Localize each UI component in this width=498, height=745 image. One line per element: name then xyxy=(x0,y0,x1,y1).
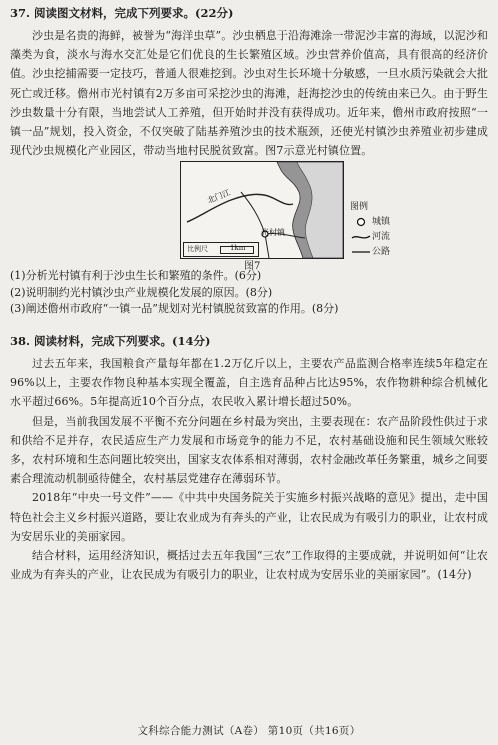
town-label: 光村镇 xyxy=(261,228,285,238)
question-38-material-2: 但是，当前我国发展不平衡不充分问题在乡村最为突出，主要表现在：农产品阶段性供过于求和供给不足并存，农民适应生产力发展和市场竞争的能力不足，农村基础设施和民生领域欠账较多，农村环境和生态问题比较突出，国家支农体系相对薄弱，农村金融改革任务繁重，城乡之间要素合理流动机制亟待健全，农村基层党建存在薄弱环节。 xyxy=(10,414,488,486)
legend-item-road: 公路 xyxy=(350,244,420,259)
question-38-material-1: 过去五年来，我国粮食产量每年都在1.2万亿斤以上，主要农产品监测合格率连续5年稳定在96%以上，主要农作物良种基本实现全覆盖，自主选育品种占比达95%，农作物耕种综合机械化水平超过66%。5年提高近10个百分点，农民收入累计增长超过50%。 xyxy=(10,356,488,409)
question-37-sub3: (3)阐述儋州市政府“一镇一品”规划对光村镇脱贫致富的作用。(8分) xyxy=(10,302,339,316)
road-symbol-icon xyxy=(350,247,372,257)
page-footer: 文科综合能力测试（A卷） 第10页（共16页） xyxy=(137,725,361,737)
scale-label: 比例尺 xyxy=(187,245,208,254)
question-38-material-3: 2018年“中央一号文件”——《中共中央国务院关于实施乡村振兴战略的意见》提出，走中国特色社会主义乡村振兴道路，要让农业成为有奔头的产业，让农民成为有吸引力的职业，让农村成为安居乐业的美丽家园。 xyxy=(10,491,488,543)
legend-item-town: 城镇 xyxy=(350,214,420,229)
question-37-material: 沙虫是名贵的海鲜，被誉为“海洋虫草”。沙虫栖息于沿海滩涂一带泥沙丰富的海域，以泥沙和藻类为食，淡水与海水交汇处是它们优良的生长繁殖区域。沙虫营养价值高，具有很高的经济价值。沙虫挖捕需要一定技巧，普通人很难挖到。沙虫对生长环境十分敏感，一旦水质污染就会大批死亡或迁移。儋州市光村镇有2万多亩可采挖沙虫的海滩，赶海挖沙虫的传统由来已久。由于野生沙虫数量十分有限，当地尝试人工养殖，但开始时并没有获得成功。近年来，儋州市政府按照“一镇一品”规划，投入资金，不仅突破了陆基养殖沙虫的技术瓶颈，还使光村镇沙虫养殖业初步建成现代沙虫规模化产业园区，带动当地村民脱贫致富。图7示意光村镇位置。 xyxy=(10,29,488,158)
question-37-heading: 37. 阅读图文材料，完成下列要求。(22分) xyxy=(10,6,234,20)
map-legend xyxy=(350,199,420,259)
question-38-task: 结合材料，运用经济知识，概括过去五年我国“三农”工作取得的主要成就，并说明如何“让农业成为有奔头的产业，让农民成为有吸引力的职业，让农村成为安居乐业的美丽家园”。(14分) xyxy=(10,548,488,582)
legend-item-river: 河流 xyxy=(350,229,420,244)
question-37-sub1: (1)分析光村镇有利于沙虫生长和繁殖的条件。(6分) xyxy=(10,269,262,283)
scale-unit: 1km xyxy=(230,244,246,253)
river-symbol-icon xyxy=(350,232,372,242)
question-38-heading: 38. 阅读材料，完成下列要求。(14分) xyxy=(10,333,211,348)
figure-caption: 图7 xyxy=(244,261,261,273)
legend-title: 图例 xyxy=(350,201,369,212)
town-symbol-icon xyxy=(350,216,372,228)
scale-bar-box xyxy=(183,242,259,257)
figure-7 xyxy=(10,161,488,273)
location-map xyxy=(180,161,344,259)
river-line xyxy=(187,195,293,223)
question-37-sub2: (2)说明制约光村镇沙虫产业规模化发展的原因。(8分) xyxy=(10,285,273,299)
river-label: 北门江 xyxy=(206,188,232,206)
